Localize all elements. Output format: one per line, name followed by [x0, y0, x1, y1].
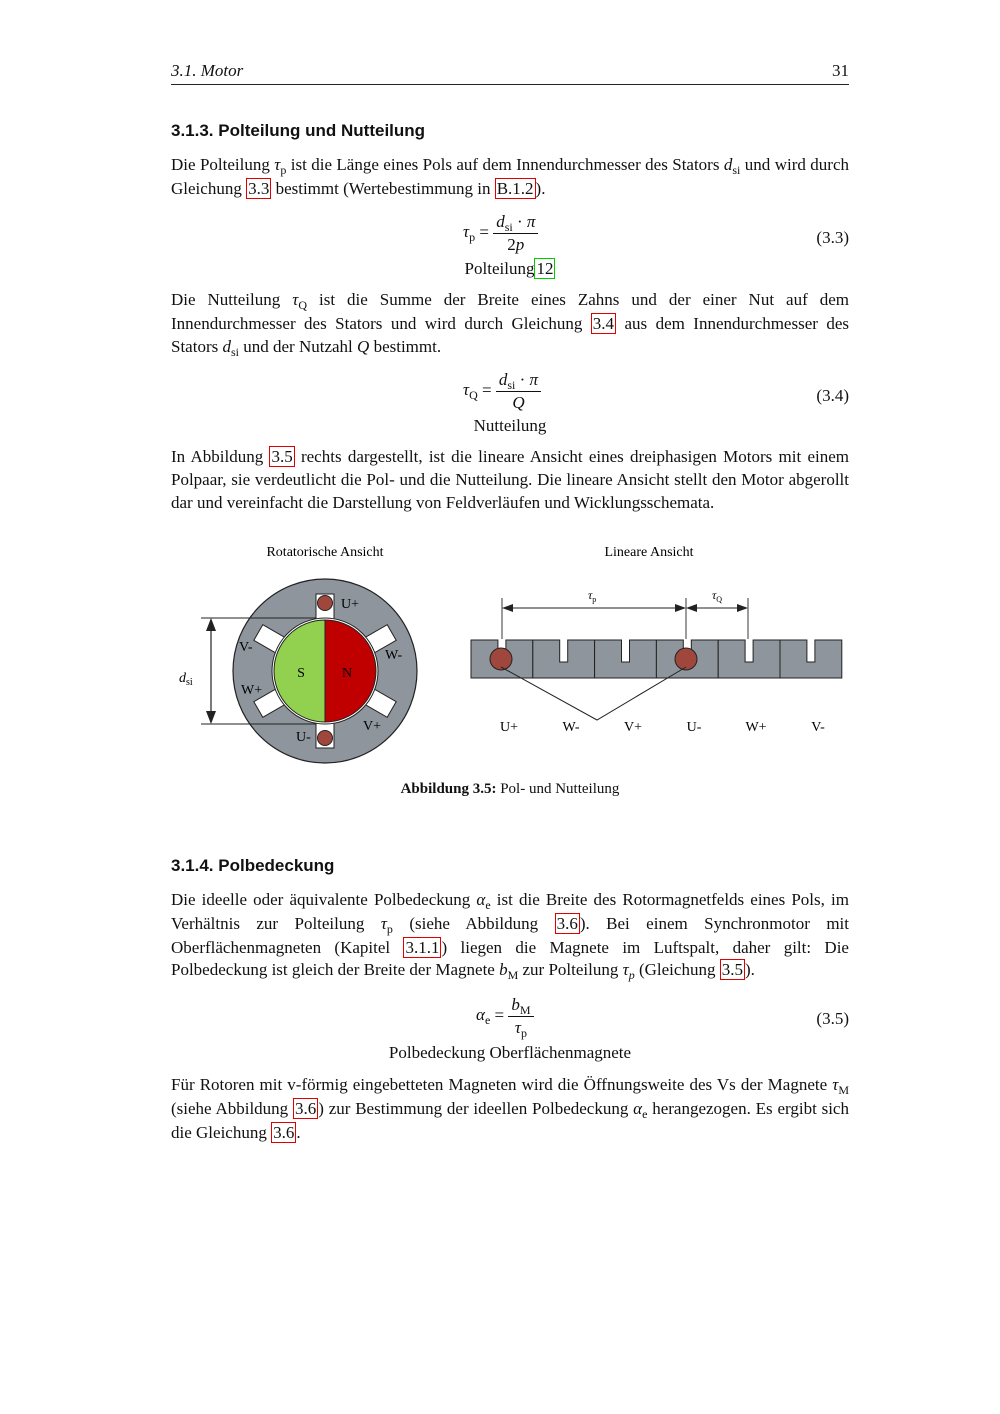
figure-caption: Abbildung 3.5: Pol- und Nutteilung [400, 781, 620, 797]
section-heading-314: 3.1.4. Polbedeckung [171, 856, 335, 875]
conductor-u-plus [490, 648, 512, 670]
running-header [171, 58, 849, 85]
slot-label: W+ [241, 683, 263, 698]
conductor-u-minus [675, 648, 697, 670]
figure-pol-nutteilung [171, 536, 849, 766]
conductor-u-minus [318, 731, 333, 746]
equation-label: Nutteilung [473, 416, 547, 435]
arrowhead [686, 604, 697, 612]
slot-label: U+ [499, 720, 519, 735]
linear-segment [533, 640, 595, 678]
paragraph-v-magnete: Für Rotoren mit v-förmig eingebetteten Magneten wird die Öffnungsweite des Vs der Magnete $\tau_M$ (siehe Abbildung 3.6 ) zur Bestimmung der ideellen Polbedeckung $\alpha_e$ herangezogen. Es ergibt sich die Gleichung 3.6 . [171, 1075, 849, 1142]
equation-3-5 [171, 995, 849, 1065]
figure-title-linear: Lineare Ansicht [604, 545, 694, 560]
equation-3-4 [171, 370, 849, 436]
equation-link[interactable]: 3.3 [248, 178, 270, 198]
equation-link[interactable]: 3.6 [273, 1122, 295, 1142]
equation-number: (3.4) [816, 386, 849, 405]
north-label: N [341, 666, 353, 681]
figure-link[interactable]: 3.6 [556, 913, 578, 933]
slot-label: V- [239, 640, 253, 655]
page-number: 31 [832, 61, 849, 80]
linear-segment [718, 640, 780, 678]
arrowhead [675, 604, 686, 612]
rotational-view [179, 579, 417, 763]
dsi-label: $d_{si}$ [179, 671, 193, 688]
equation-body: $\tau_Q$ = $\frac{d_{si} \cdot \pi}{Q}$ [463, 370, 541, 413]
appendix-link[interactable]: B.1.2 [496, 178, 534, 198]
slot-label: W+ [745, 720, 767, 735]
arrowhead [206, 711, 216, 724]
figure-title-rotatorisch: Rotatorische Ansicht [266, 545, 384, 560]
arrowhead [206, 618, 216, 631]
equation-link[interactable]: 3.5 [721, 960, 743, 980]
equation-number: (3.5) [816, 1009, 849, 1028]
equation-body: $\alpha_e$ = $\frac{b_M}{\tau_p}$ [476, 995, 534, 1038]
paragraph-nutteilung: Die Nutteilung $\tau_Q$ ist die Summe der Breite eines Zahns und der einer Nut auf dem Innendurchmesser des Stators und wird durch Gleichung 3.4 aus dem Innendurchmesser des Stators $d_{si}$ und der Nutzahl Q bestimmt. [171, 290, 850, 359]
header-section-title: 3.1. Motor [171, 61, 244, 80]
equation-3-3 [171, 212, 849, 282]
linear-view [471, 588, 842, 735]
slot-label: V+ [363, 719, 382, 734]
slot-label: W- [562, 720, 580, 735]
tau-q-label: $\tau_Q$ [712, 588, 723, 604]
conductor-u-plus [318, 596, 333, 611]
south-label: S [297, 666, 305, 681]
section-heading-313: 3.1.3. Polteilung und Nutteilung [171, 121, 426, 140]
tau-p-label: $\tau_p$ [588, 588, 597, 604]
slot-label: U- [686, 720, 702, 735]
equation-label: Polteilung 12 [464, 259, 554, 278]
paragraph-lineare-ansicht: In Abbildung 3.5 rechts dargestellt, ist die lineare Ansicht eines dreiphasigen Motors mit einem Polpaar, sie verdeutlicht die Pol- und die Nutteilung. Die lineare Ansicht stellt den Motor abgerollt dar und vereinfacht die Darstellung von Feldverläufen und Wicklungsschemata. [171, 447, 849, 512]
linear-segment [595, 640, 657, 678]
slot-label: U- [296, 730, 311, 745]
slot-label: W- [385, 648, 403, 663]
linear-segment [780, 640, 842, 678]
arrowhead [502, 604, 513, 612]
equation-link[interactable]: 3.4 [592, 313, 615, 333]
slot-label: V+ [623, 720, 643, 735]
paragraph-polbedeckung: Die ideelle oder äquivalente Polbedeckung $\alpha_e$ ist die Breite des Rotormagnetfelds eines Pols, im Verhältnis zur Polteilung $\tau_p$ (siehe Abbildung 3.6 ). Bei einem Synchronmotor mit Oberflächenmagneten (Kapitel 3.1.1 ) liegen die Magnete im Luftspalt, daher gilt: Die Polbedeckung ist gleich der Breite der Magnete $b_M$ zur Polteilung $\tau_p$ (Gleichung 3.5 ). [171, 890, 849, 983]
slot-label: V- [811, 720, 825, 735]
arrowhead [737, 604, 748, 612]
equation-label: Polbedeckung Oberflächenmagnete [388, 1043, 632, 1062]
chapter-link[interactable]: 3.1.1 [405, 937, 440, 957]
equation-number: (3.3) [816, 228, 849, 247]
equation-body: $\tau_p$ = $\frac{d_{si} \cdot \pi}{2p}$ [463, 212, 538, 255]
citation-link[interactable]: 12 [536, 259, 554, 278]
figure-link[interactable]: 3.5 [271, 447, 293, 466]
figure-link[interactable]: 3.6 [294, 1098, 317, 1118]
slot-label: U+ [341, 597, 360, 612]
paragraph-polteilung: Die Polteilung $\tau_p$ ist die Länge eines Pols auf dem Innendurchmesser des Stators $d_{si}$ und wird durch Gleichung 3.3 bestimmt (Wertebestimmung in B.1.2 ). [171, 155, 849, 198]
